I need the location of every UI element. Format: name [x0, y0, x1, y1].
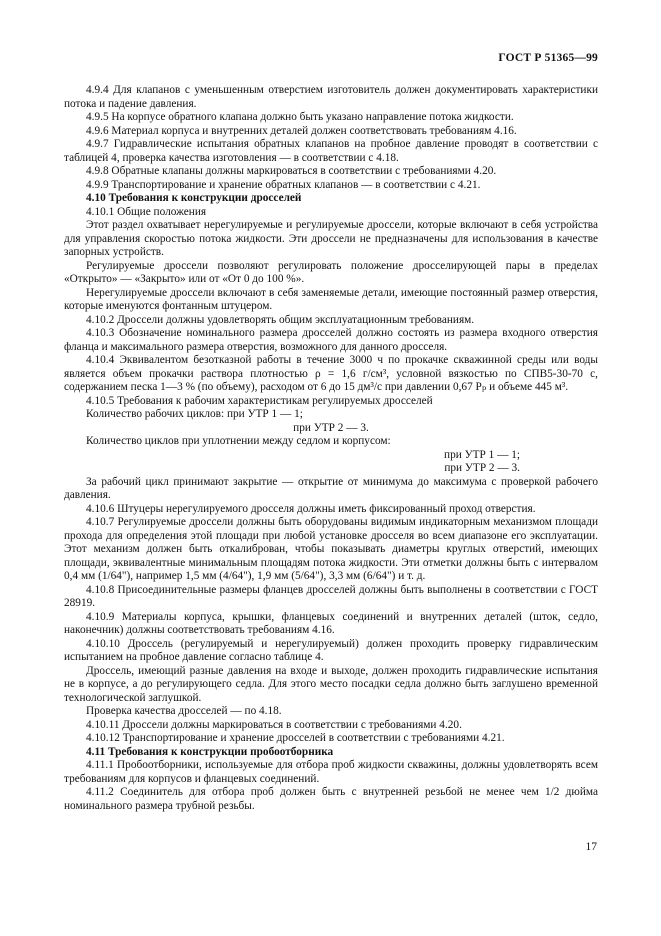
paragraph: 4.9.5 На корпусе обратного клапана должно быть указано направление потока жидкости.	[86, 111, 514, 123]
paragraph: Регулируемые дроссели позволяют регулировать положение дросселирующей пары в пределах «Открыто» — «Закрыто» или от «От 0 до 100 %».	[64, 259, 598, 285]
paragraph: 4.10.11 Дроссели должны маркироваться в соответствии с требованиями 4.20.	[86, 718, 462, 731]
paragraph: Количество рабочих циклов: при УТР 1 — 1;	[86, 408, 303, 420]
paragraph: Нерегулируемые дроссели включают в себя заменяемые детали, имеющие постоянный размер отверстия, которые именуются фонтанным штуцером.	[64, 286, 598, 312]
paragraph: 4.9.9 Транспортирование и хранение обратных клапанов — в соответствии с 4.21.	[86, 178, 481, 191]
paragraph: Количество циклов при уплотнении между седлом и корпусом:	[86, 435, 391, 447]
paragraph: 4.10.6 Штуцеры нерегулируемого дросселя должны иметь фиксированный проход отверстия.	[86, 502, 536, 515]
paragraph: Этот раздел охватывает нерегулируемые и регулируемые дроссели, которые включают в себя устройства для управления скоростью потока жидкости. Эти дроссели не предназначены для использования в качестве запорных устройств.	[64, 219, 598, 258]
paragraph: 4.9.8 Обратные клапаны должны маркироваться в соответствии с требованиями 4.20.	[86, 165, 497, 177]
paragraph: Проверка качества дросселей — по 4.18.	[86, 705, 282, 717]
paragraph: 4.10.5 Требования к рабочим характеристикам регулируемых дросселей	[86, 394, 433, 407]
paragraph: 4.10.2 Дроссели должны удовлетворять общим эксплуатационным требованиям.	[86, 313, 475, 326]
paragraph: 4.9.7 Гидравлические испытания обратных клапанов на пробное давление проводят в соответствии с таблицей 4, проверка качества изготовления — в соответствии с 4.18.	[64, 138, 598, 164]
paragraph: 4.10.9 Материалы корпуса, крышки, фланцевых соединений и внутренних деталей (шток, седло, наконечник) должны соответствовать требованиям 4.16.	[64, 610, 598, 636]
paragraph: 4.10.10 Дроссель (регулируемый и нерегулируемый) должен проходить проверку гидравлическим испытанием на пробное давление согласно таблице 4.	[64, 637, 598, 663]
paragraph: при УТР 2 — 3.	[444, 462, 520, 474]
paragraph: при УТР 1 — 1;	[444, 448, 520, 461]
section-heading: 4.10 Требования к конструкции дросселей	[86, 192, 302, 204]
paragraph: 4.11.1 Пробоотборники, используемые для отбора проб жидкости скважины, должны удовлетворять всем требованиям для корпусов и фланцевых соединений.	[64, 759, 598, 785]
paragraph: 4.10.7 Регулируемые дроссели должны быть оборудованы видимым индикаторным механизмом площади прохода для определения этой площади при любой установке дросселя во всем диапазоне его эксплуатации. Этот механизм должен быть откалиброван, чтобы показывать диаметры круглых отверстий, имеющих площади, эквивалентные минимальным площадям потока жидкости. Эти отметки должны быть с интервалом 0,4 мм (1/64"), например 1,5 мм (4/64"), 1,9 мм (5/64"), 3,3 мм (6/64") и т. д.	[64, 516, 598, 582]
paragraph: 4.11.2 Соединитель для отбора проб должен быть с внутренней резьбой не менее чем 1/2 дюйма номинального размера трубной резьбы.	[64, 786, 598, 812]
paragraph: 4.10.12 Транспортирование и хранение дросселей в соответствии с требованиями 4.21.	[86, 732, 505, 744]
paragraph: 4.9.4 Для клапанов с уменьшенным отверстием изготовитель должен документировать характеристики потока и падение давления.	[64, 84, 598, 110]
paragraph: 4.10.8 Присоединительные размеры фланцев дросселей должны быть выполнены в соответствии с ГОСТ 28919.	[64, 583, 598, 609]
document-code-header: ГОСТ Р 51365—99	[498, 52, 598, 64]
document-body	[64, 84, 598, 813]
paragraph: 4.10.4 Эквивалентом безотказной работы в течение 3000 ч по прокачке скважинной среды или воды является объем прокачки раствора плотностью ρ = 1,6 г/см³, условной вязкостью по СПВ5-30-70 с, содержанием песка 1—3 % (по объему), расходом от 6 до 15 дм³/с при давлении 0,67 Рₚ и объеме 445 м³.	[64, 354, 598, 393]
section-heading: 4.11 Требования к конструкции пробоотборника	[86, 745, 334, 758]
paragraph: Дроссель, имеющий разные давления на входе и выходе, должен проходить гидравлические испытания не в корпусе, а до регулирующего седла. Для этого место посадки седла должно быть заглушено временной технологической заглушкой.	[64, 664, 598, 704]
paragraph: 4.9.6 Материал корпуса и внутренних деталей должен соответствовать требованиям 4.16.	[86, 124, 517, 137]
paragraph: 4.10.1 Общие положения	[86, 205, 207, 218]
page-number: 17	[585, 841, 597, 853]
paragraph: За рабочий цикл принимают закрытие — открытие от минимума до максимума с проверкой рабочего давления.	[64, 475, 598, 501]
paragraph: при УТР 2 — 3.	[293, 421, 369, 434]
paragraph: 4.10.3 Обозначение номинального размера дросселей должно состоять из размера входного отверстия фланца и максимального размера отверстия, возможного для данного дросселя.	[64, 327, 598, 353]
